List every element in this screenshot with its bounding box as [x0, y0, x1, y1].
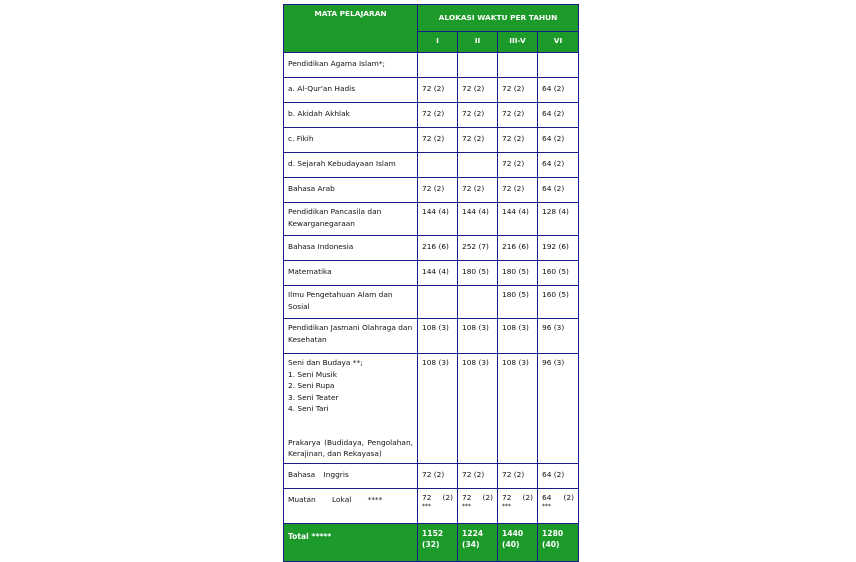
value-note: *** — [422, 503, 431, 510]
subject-cell: Pendidikan Pancasila dan Kewarganegaraan — [284, 203, 418, 236]
value-cell: 72 (2) — [498, 463, 538, 488]
value-cell: 216 (6) — [498, 236, 538, 261]
value-note: *** — [542, 503, 551, 510]
value-cell: 72 (2) — [458, 128, 498, 153]
value-cell: 144 (4) — [418, 203, 458, 236]
total-value-cell — [498, 523, 538, 561]
subject-cell: Ilmu Pengetahuan Alam dan Sosial — [284, 286, 418, 319]
value-cell: 64 (2) — [538, 153, 579, 178]
value-cell: 96 (3) — [538, 354, 579, 464]
value-cell — [538, 488, 579, 523]
total-period: (40) — [542, 540, 560, 549]
subject-cell: Muatan Lokal **** — [284, 488, 418, 523]
subject-cell: d. Sejarah Kebudayaan Islam — [284, 153, 418, 178]
table-row — [284, 128, 579, 153]
seni-title: Seni dan Budaya **; — [288, 358, 363, 367]
subject-cell-seni-budaya — [284, 354, 418, 464]
header-grade-3-5: III-V — [498, 32, 538, 53]
value-cell — [418, 488, 458, 523]
table-row-muatan-lokal — [284, 488, 579, 523]
value-cell: 64 (2) — [538, 78, 579, 103]
value-cell: 72 (2) — [458, 78, 498, 103]
value-cell — [418, 286, 458, 319]
value-cell — [458, 488, 498, 523]
value-cell: 72 (2) — [498, 103, 538, 128]
value-cell: 180 (5) — [498, 286, 538, 319]
value-period: (2) — [522, 492, 533, 502]
total-label: Total ***** — [284, 523, 418, 561]
value-number: 72 — [462, 492, 472, 502]
value-cell: 108 (3) — [458, 354, 498, 464]
value-cell: 108 (3) — [498, 319, 538, 354]
header-grade-6: VI — [538, 32, 579, 53]
total-value-cell — [538, 523, 579, 561]
header-allocation: ALOKASI WAKTU PER TAHUN — [418, 5, 579, 32]
value-cell: 108 (3) — [418, 354, 458, 464]
table-row — [284, 319, 579, 354]
value-cell: 144 (4) — [418, 261, 458, 286]
value-cell: 64 (2) — [538, 128, 579, 153]
value-cell: 160 (5) — [538, 261, 579, 286]
value-cell: 72 (2) — [498, 78, 538, 103]
value-cell: 108 (3) — [418, 319, 458, 354]
prakarya-label: Prakarya (Budidaya, Pengolahan, Kerajinan, dan Rekayasa) — [288, 437, 413, 458]
value-note: *** — [462, 503, 471, 510]
value-cell: 72 (2) — [498, 153, 538, 178]
value-cell: 72 (2) — [498, 128, 538, 153]
table-row — [284, 286, 579, 319]
value-cell — [418, 53, 458, 78]
value-period: (2) — [482, 492, 493, 502]
seni-item: 2. Seni Rupa — [288, 381, 335, 390]
value-cell: 144 (4) — [498, 203, 538, 236]
subject-cell: Pendidikan Agama Islam*; — [284, 53, 418, 78]
table-row — [284, 103, 579, 128]
spacer — [288, 415, 413, 437]
subject-cell: c. Fikih — [284, 128, 418, 153]
subject-cell: Bahasa Indonesia — [284, 236, 418, 261]
value-cell: 72 (2) — [418, 463, 458, 488]
value-cell: 108 (3) — [498, 354, 538, 464]
time-allocation-table — [283, 4, 579, 562]
value-period: (2) — [563, 492, 575, 502]
value-number: 72 — [422, 492, 432, 502]
value-cell: 160 (5) — [538, 286, 579, 319]
value-cell: 144 (4) — [458, 203, 498, 236]
value-number: 64 — [542, 492, 552, 502]
total-period: (32) — [422, 540, 440, 549]
value-cell: 72 (2) — [418, 178, 458, 203]
total-value-cell — [458, 523, 498, 561]
table-row-total — [284, 523, 579, 561]
header-grade-2: II — [458, 32, 498, 53]
value-cell — [458, 153, 498, 178]
table-row — [284, 236, 579, 261]
value-cell: 180 (5) — [498, 261, 538, 286]
value-cell: 192 (6) — [538, 236, 579, 261]
seni-item: 4. Seni Tari — [288, 404, 329, 413]
subject-cell: Pendidikan Jasmani Olahraga dan Kesehatan — [284, 319, 418, 354]
table-row — [284, 463, 579, 488]
subject-cell: b. Akidah Akhlak — [284, 103, 418, 128]
value-cell: 96 (3) — [538, 319, 579, 354]
table-row — [284, 203, 579, 236]
seni-item: 3. Seni Teater — [288, 392, 339, 402]
value-number: 72 — [502, 492, 512, 502]
value-cell: 72 (2) — [458, 178, 498, 203]
subject-cell: Bahasa Arab — [284, 178, 418, 203]
value-cell: 216 (6) — [418, 236, 458, 261]
header-grade-1: I — [418, 32, 458, 53]
total-number: 1280 — [542, 528, 564, 538]
value-cell — [498, 488, 538, 523]
total-value-cell — [418, 523, 458, 561]
table-row — [284, 53, 579, 78]
value-period: (2) — [442, 492, 453, 502]
subject-cell: Bahasa Inggris — [284, 463, 418, 488]
subject-cell: Matematika — [284, 261, 418, 286]
value-cell — [458, 286, 498, 319]
table-row — [284, 261, 579, 286]
table-row — [284, 153, 579, 178]
value-cell: 72 (2) — [418, 103, 458, 128]
table-row — [284, 78, 579, 103]
total-number: 1224 — [462, 528, 484, 538]
table-row-seni-budaya — [284, 354, 579, 464]
seni-item: 1. Seni Musik — [288, 369, 337, 379]
value-cell: 64 (2) — [538, 178, 579, 203]
value-cell: 72 (2) — [458, 463, 498, 488]
value-cell: 108 (3) — [458, 319, 498, 354]
subject-cell: a. Al-Qur'an Hadis — [284, 78, 418, 103]
value-cell — [498, 53, 538, 78]
value-cell — [458, 53, 498, 78]
total-period: (34) — [462, 540, 480, 549]
value-cell: 128 (4) — [538, 203, 579, 236]
value-cell: 72 (2) — [418, 128, 458, 153]
value-cell: 64 (2) — [538, 103, 579, 128]
total-number: 1152 — [422, 528, 444, 538]
value-cell: 180 (5) — [458, 261, 498, 286]
value-cell: 72 (2) — [458, 103, 498, 128]
value-cell: 72 (2) — [418, 78, 458, 103]
value-note: *** — [502, 503, 511, 510]
value-cell: 72 (2) — [498, 178, 538, 203]
value-cell: 64 (2) — [538, 463, 579, 488]
table-row — [284, 178, 579, 203]
total-number: 1440 — [502, 528, 524, 538]
value-cell: 252 (7) — [458, 236, 498, 261]
value-cell — [538, 53, 579, 78]
header-subject: MATA PELAJARAN — [284, 5, 418, 53]
total-period: (40) — [502, 540, 520, 549]
value-cell — [418, 153, 458, 178]
